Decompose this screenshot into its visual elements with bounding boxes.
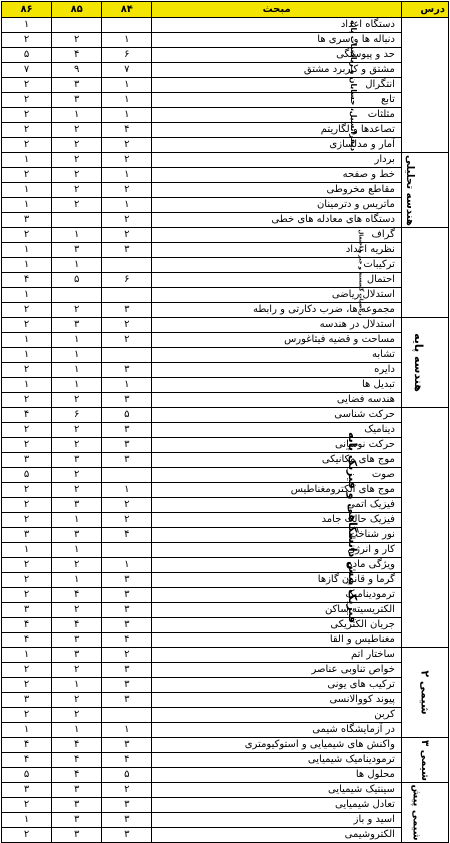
table-row: [2, 303, 449, 318]
table-row: [2, 768, 449, 783]
count-cell-85: ۵: [52, 273, 102, 288]
table-row: [2, 783, 449, 798]
count-cell-84: ۱: [102, 93, 152, 108]
count-cell-84: [102, 708, 152, 723]
count-cell-85: ۲: [52, 708, 102, 723]
topic-cell: مشتق و کاربرد مشتق: [152, 63, 402, 78]
count-cell-86: ۴: [2, 273, 52, 288]
count-cell-86: ۱: [2, 333, 52, 348]
count-cell-84: ۴: [102, 528, 152, 543]
table-body: [2, 18, 449, 843]
count-cell-86: ۲: [2, 663, 52, 678]
count-cell-85: ۳: [52, 828, 102, 843]
section-title: هندسه تحلیلی: [403, 154, 416, 226]
count-cell-86: ۳: [2, 693, 52, 708]
section-title: هندسه پایه: [412, 333, 426, 392]
table-row: [2, 723, 449, 738]
topic-cell: دینامیک: [152, 423, 402, 438]
count-cell-86: ۲: [2, 588, 52, 603]
table-row: [2, 363, 449, 378]
count-cell-85: ۶: [52, 408, 102, 423]
count-cell-86: ۲: [2, 498, 52, 513]
count-cell-84: ۳: [102, 243, 152, 258]
count-cell-85: ۳: [52, 528, 102, 543]
count-cell-86: ۵: [2, 768, 52, 783]
count-cell-84: ۲: [102, 318, 152, 333]
topic-cell: مثلثات: [152, 108, 402, 123]
topic-cell: استدلال ریاضی: [152, 288, 402, 303]
count-cell-86: ۵: [2, 468, 52, 483]
topic-cell: موج های الکترومغناطیس: [152, 483, 402, 498]
count-cell-85: ۳: [52, 783, 102, 798]
count-cell-86: ۱: [2, 813, 52, 828]
count-cell-84: ۳: [102, 618, 152, 633]
topic-cell: ویژگی ماده: [152, 558, 402, 573]
count-cell-85: ۴: [52, 48, 102, 63]
count-cell-85: ۲: [52, 663, 102, 678]
count-cell-86: ۲: [2, 33, 52, 48]
count-cell-84: ۱: [102, 198, 152, 213]
table-row: [2, 273, 449, 288]
count-cell-86: ۲: [2, 138, 52, 153]
count-cell-85: ۲: [52, 138, 102, 153]
count-cell-84: ۳: [102, 423, 152, 438]
count-cell-84: ۲: [102, 783, 152, 798]
topic-cell: جریان الکتریکی: [152, 618, 402, 633]
count-cell-85: ۳: [52, 498, 102, 513]
count-cell-85: ۳: [52, 243, 102, 258]
count-cell-86: ۱: [2, 348, 52, 363]
topic-cell: موج های مکانیکی: [152, 453, 402, 468]
count-cell-84: ۳: [102, 738, 152, 753]
table-row: [2, 483, 449, 498]
count-cell-84: ۳: [102, 588, 152, 603]
count-cell-86: ۱: [2, 378, 52, 393]
topic-cell: ترمودینامیک شیمیایی: [152, 753, 402, 768]
topic-cell: دایره: [152, 363, 402, 378]
section-title: شیمی پیش: [411, 784, 423, 841]
table-row: [2, 753, 449, 768]
count-cell-85: ۲: [52, 468, 102, 483]
count-cell-84: ۳: [102, 573, 152, 588]
count-cell-85: ۱: [52, 363, 102, 378]
topic-cell: پیوند کووالانسی: [152, 693, 402, 708]
topic-cell: تبدیل ها: [152, 378, 402, 393]
topic-cell: کربن: [152, 708, 402, 723]
count-cell-85: ۲: [52, 168, 102, 183]
header-row: [2, 2, 449, 18]
count-cell-85: ۲: [52, 33, 102, 48]
table-row: [2, 738, 449, 753]
count-cell-86: ۴: [2, 633, 52, 648]
topic-cell: الکتروشیمی: [152, 828, 402, 843]
count-cell-85: ۳: [52, 93, 102, 108]
table-row: [2, 663, 449, 678]
count-cell-86: ۱: [2, 18, 52, 33]
topic-cell: کار و انرژی: [152, 543, 402, 558]
table-row: [2, 543, 449, 558]
count-cell-86: ۱: [2, 648, 52, 663]
table-row: [2, 108, 449, 123]
count-cell-85: ۱: [52, 513, 102, 528]
count-cell-86: ۱: [2, 183, 52, 198]
count-cell-84: ۲: [102, 183, 152, 198]
count-cell-86: ۲: [2, 93, 52, 108]
table-row: [2, 258, 449, 273]
count-cell-86: ۲: [2, 108, 52, 123]
count-cell-86: ۳: [2, 528, 52, 543]
table-row: [2, 513, 449, 528]
topic-cell: ترکیب های یونی: [152, 678, 402, 693]
count-cell-86: ۲: [2, 318, 52, 333]
topic-cell: دنباله ها و سری ها: [152, 33, 402, 48]
count-cell-85: ۳: [52, 813, 102, 828]
table-row: [2, 438, 449, 453]
count-cell-86: ۲: [2, 123, 52, 138]
count-cell-84: ۵: [102, 768, 152, 783]
table-row: [2, 168, 449, 183]
count-cell-85: ۳: [52, 648, 102, 663]
table-row: [2, 528, 449, 543]
section-title: شیمی ۳: [418, 739, 431, 781]
count-cell-85: [52, 18, 102, 33]
table-row: [2, 333, 449, 348]
count-cell-84: [102, 543, 152, 558]
count-cell-85: ۲: [52, 603, 102, 618]
table-row: [2, 213, 449, 228]
table-row: [2, 708, 449, 723]
topic-cell: خط و صفحه: [152, 168, 402, 183]
table-row: [2, 243, 449, 258]
topic-cell: فیزیک حالت جامد: [152, 513, 402, 528]
table-row: [2, 288, 449, 303]
count-cell-86: ۲: [2, 168, 52, 183]
table-row: [2, 93, 449, 108]
count-cell-86: ۲: [2, 438, 52, 453]
count-cell-86: ۲: [2, 393, 52, 408]
count-cell-84: [102, 288, 152, 303]
count-cell-85: ۲: [52, 123, 102, 138]
count-cell-86: ۴: [2, 618, 52, 633]
table-row: [2, 153, 449, 168]
header-lesson: درس: [401, 2, 448, 18]
count-cell-85: ۲: [52, 483, 102, 498]
topic-cell: ترمودینامیک: [152, 588, 402, 603]
count-cell-84: [102, 18, 152, 33]
count-cell-85: ۳: [52, 78, 102, 93]
table-row: [2, 33, 449, 48]
topic-cell: گراف: [152, 228, 402, 243]
count-cell-85: ۱: [52, 348, 102, 363]
count-cell-84: ۲: [102, 333, 152, 348]
table-row: [2, 468, 449, 483]
table-row: [2, 798, 449, 813]
header-year-86: ۸۶: [2, 2, 52, 18]
count-cell-84: ۳: [102, 303, 152, 318]
count-cell-86: ۲: [2, 303, 52, 318]
count-cell-86: ۲: [2, 78, 52, 93]
topic-cell: تعادل شیمیایی: [152, 798, 402, 813]
topic-cell: احتمال: [152, 273, 402, 288]
count-cell-86: ۲: [2, 828, 52, 843]
topic-cell: انتگرال: [152, 78, 402, 93]
table-row: [2, 318, 449, 333]
section-label: [401, 153, 448, 228]
count-cell-84: ۶: [102, 48, 152, 63]
count-cell-85: ۱: [52, 228, 102, 243]
table-row: [2, 198, 449, 213]
count-cell-85: ۱: [52, 543, 102, 558]
count-cell-85: ۳: [52, 453, 102, 468]
table-row: [2, 423, 449, 438]
table-row: [2, 693, 449, 708]
count-cell-85: ۴: [52, 738, 102, 753]
table-row: [2, 138, 449, 153]
count-cell-84: [102, 468, 152, 483]
count-cell-84: ۲: [102, 648, 152, 663]
section-label: [401, 318, 448, 408]
count-cell-86: ۳: [2, 603, 52, 618]
count-cell-84: ۵: [102, 408, 152, 423]
count-cell-86: ۷: [2, 63, 52, 78]
table-row: [2, 78, 449, 93]
topic-cell: نور شناخت: [152, 528, 402, 543]
topic-cell: آمار و مدلسازی: [152, 138, 402, 153]
table-row: [2, 813, 449, 828]
count-cell-86: ۱: [2, 723, 52, 738]
topic-cell: بردار: [152, 153, 402, 168]
count-cell-86: ۲: [2, 708, 52, 723]
table-row: [2, 408, 449, 423]
count-cell-86: ۳: [2, 213, 52, 228]
count-cell-84: ۲: [102, 228, 152, 243]
count-cell-86: ۲: [2, 798, 52, 813]
count-cell-86: ۱: [2, 258, 52, 273]
table-row: [2, 48, 449, 63]
section-title: فیزیک پیش دانشگاهی و فیزیک پایه: [345, 431, 359, 624]
table-row: [2, 573, 449, 588]
count-cell-84: ۱: [102, 168, 152, 183]
count-cell-85: ۱: [52, 378, 102, 393]
topic-cell: دستگاه اعداد: [152, 18, 402, 33]
count-cell-84: ۱: [102, 378, 152, 393]
count-cell-85: ۲: [52, 558, 102, 573]
count-cell-85: ۱: [52, 258, 102, 273]
count-cell-84: ۱: [102, 78, 152, 93]
table-row: [2, 648, 449, 663]
count-cell-86: ۳: [2, 453, 52, 468]
count-cell-85: ۴: [52, 768, 102, 783]
count-cell-86: ۲: [2, 228, 52, 243]
table-row: [2, 618, 449, 633]
topic-cell: صوت: [152, 468, 402, 483]
count-cell-86: ۴: [2, 738, 52, 753]
count-cell-84: ۱: [102, 558, 152, 573]
topic-cell: در آزمایشگاه شیمی: [152, 723, 402, 738]
topic-cell: حرکت نوسانی: [152, 438, 402, 453]
table-row: [2, 348, 449, 363]
count-cell-84: ۱: [102, 108, 152, 123]
section-title: دیفرانسیل، حسابان و ریاضیات پایه: [348, 19, 358, 151]
count-cell-85: ۱: [52, 333, 102, 348]
count-cell-85: [52, 213, 102, 228]
table-row: [2, 18, 449, 33]
count-cell-85: [52, 288, 102, 303]
section-title: ریاضیات گسسته و جبر و احتمال: [357, 229, 365, 316]
count-cell-86: ۱: [2, 198, 52, 213]
topic-cell: حرکت شناسی: [152, 408, 402, 423]
topic-cell: ساختار اتم: [152, 648, 402, 663]
table-row: [2, 633, 449, 648]
count-cell-85: ۱: [52, 723, 102, 738]
topic-distribution-table: [1, 1, 449, 843]
topic-cell: تابع: [152, 93, 402, 108]
count-cell-86: ۱: [2, 153, 52, 168]
table-row: [2, 228, 449, 243]
count-cell-85: ۳: [52, 798, 102, 813]
count-cell-86: ۱: [2, 288, 52, 303]
table-row: [2, 498, 449, 513]
header-year-84: ۸۴: [102, 2, 152, 18]
count-cell-85: ۴: [52, 588, 102, 603]
section-label: [401, 738, 448, 783]
section-label: [401, 783, 448, 843]
count-cell-84: ۲: [102, 213, 152, 228]
count-cell-86: ۲: [2, 363, 52, 378]
topic-cell: محلول ها: [152, 768, 402, 783]
topic-distribution-table-container: [1, 1, 449, 841]
count-cell-85: ۲: [52, 693, 102, 708]
count-cell-84: [102, 258, 152, 273]
table-row: [2, 63, 449, 78]
topic-cell: مساحت و قضیه فیثاغورس: [152, 333, 402, 348]
count-cell-86: ۲: [2, 513, 52, 528]
count-cell-86: ۲: [2, 483, 52, 498]
topic-cell: ترکیبات: [152, 258, 402, 273]
topic-cell: تصاعدها و لگاریتم: [152, 123, 402, 138]
count-cell-84: ۳: [102, 678, 152, 693]
topic-cell: خواص تناوبی عناصر: [152, 663, 402, 678]
count-cell-85: ۲: [52, 303, 102, 318]
count-cell-84: ۲: [102, 153, 152, 168]
table-row: [2, 453, 449, 468]
topic-cell: الکتریسیته ساکن: [152, 603, 402, 618]
topic-cell: واکنش های شیمیایی و استوکیومتری: [152, 738, 402, 753]
count-cell-84: ۱: [102, 483, 152, 498]
count-cell-84: ۴: [102, 753, 152, 768]
topic-cell: هندسه فضایی: [152, 393, 402, 408]
count-cell-84: ۳: [102, 828, 152, 843]
count-cell-84: ۱: [102, 33, 152, 48]
table-row: [2, 123, 449, 138]
count-cell-86: ۲: [2, 423, 52, 438]
count-cell-84: ۶: [102, 273, 152, 288]
count-cell-86: ۱: [2, 543, 52, 558]
count-cell-84: ۳: [102, 438, 152, 453]
count-cell-86: ۳: [2, 783, 52, 798]
count-cell-86: ۴: [2, 753, 52, 768]
count-cell-86: ۲: [2, 558, 52, 573]
topic-cell: دستگاه های معادله های خطی: [152, 213, 402, 228]
table-row: [2, 678, 449, 693]
header-year-85: ۸۵: [52, 2, 102, 18]
count-cell-85: ۲: [52, 423, 102, 438]
topic-cell: سینتیک شیمیایی: [152, 783, 402, 798]
count-cell-85: ۲: [52, 183, 102, 198]
count-cell-84: ۲: [102, 498, 152, 513]
count-cell-84: ۲: [102, 513, 152, 528]
table-row: [2, 393, 449, 408]
count-cell-85: ۱: [52, 108, 102, 123]
count-cell-85: ۴: [52, 753, 102, 768]
topic-cell: فیزیک اتمی: [152, 498, 402, 513]
topic-cell: اسید و باز: [152, 813, 402, 828]
table-row: [2, 828, 449, 843]
count-cell-84: ۷: [102, 63, 152, 78]
count-cell-85: ۳: [52, 318, 102, 333]
table-row: [2, 603, 449, 618]
topic-cell: مقاطع مخروطی: [152, 183, 402, 198]
topic-cell: تشابه: [152, 348, 402, 363]
section-title: شیمی ۲: [418, 670, 432, 715]
count-cell-85: ۲: [52, 438, 102, 453]
count-cell-84: ۳: [102, 798, 152, 813]
count-cell-84: ۴: [102, 123, 152, 138]
count-cell-86: ۵: [2, 48, 52, 63]
count-cell-86: ۲: [2, 573, 52, 588]
count-cell-84: ۳: [102, 363, 152, 378]
count-cell-84: ۳: [102, 603, 152, 618]
table-row: [2, 558, 449, 573]
count-cell-85: ۳: [52, 633, 102, 648]
count-cell-84: ۱: [102, 723, 152, 738]
count-cell-84: ۳: [102, 393, 152, 408]
count-cell-86: ۴: [2, 408, 52, 423]
header-topic: مبحث: [152, 2, 402, 18]
count-cell-84: ۴: [102, 633, 152, 648]
topic-cell: ماتریس و دترمینان: [152, 198, 402, 213]
topic-cell: مجموعه ها، ضرب دکارتی و رابطه: [152, 303, 402, 318]
table-row: [2, 378, 449, 393]
count-cell-85: ۱: [52, 573, 102, 588]
count-cell-85: ۲: [52, 393, 102, 408]
table-row: [2, 588, 449, 603]
count-cell-86: ۱: [2, 243, 52, 258]
section-label: [401, 648, 448, 738]
topic-cell: نظریه اعداد: [152, 243, 402, 258]
count-cell-84: ۳: [102, 693, 152, 708]
count-cell-84: ۳: [102, 663, 152, 678]
count-cell-84: [102, 348, 152, 363]
count-cell-85: ۴: [52, 618, 102, 633]
count-cell-85: ۲: [52, 198, 102, 213]
count-cell-84: ۳: [102, 813, 152, 828]
table-row: [2, 183, 449, 198]
topic-cell: مغناطیس و القا: [152, 633, 402, 648]
count-cell-85: ۱: [52, 678, 102, 693]
topic-cell: استدلال در هندسه: [152, 318, 402, 333]
count-cell-85: ۹: [52, 63, 102, 78]
topic-cell: گرما و قانون گازها: [152, 573, 402, 588]
count-cell-85: ۲: [52, 153, 102, 168]
count-cell-84: ۲: [102, 138, 152, 153]
count-cell-84: ۳: [102, 453, 152, 468]
topic-cell: حد و پیوستگی: [152, 48, 402, 63]
count-cell-86: ۲: [2, 678, 52, 693]
